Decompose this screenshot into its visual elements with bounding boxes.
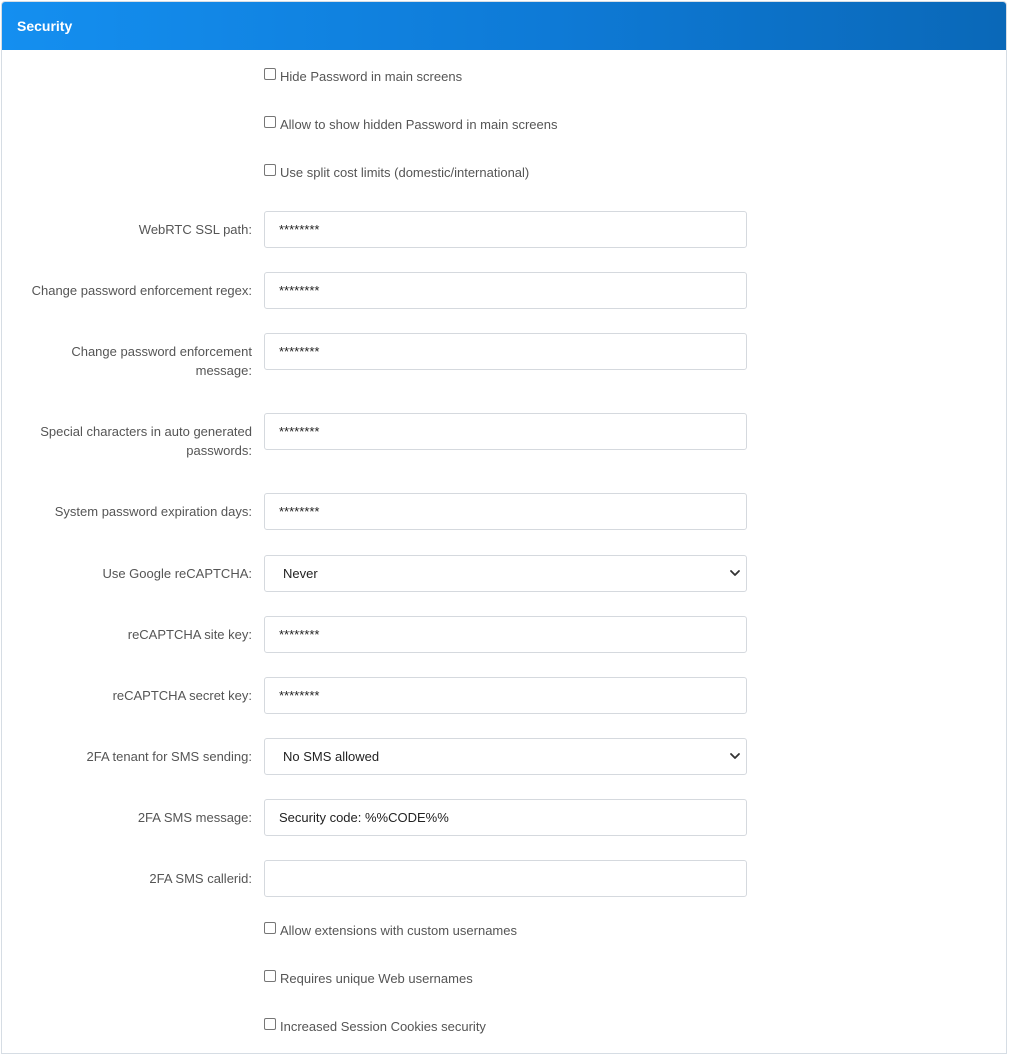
session-cookies-option[interactable] — [264, 1016, 486, 1036]
tfa-sms-callerid-input[interactable] — [264, 860, 747, 897]
chevron-down-icon — [729, 750, 741, 762]
special-chars-label — [12, 422, 252, 460]
recaptcha-use-value: Never — [283, 566, 318, 581]
session-cookies-checkbox[interactable] — [264, 1018, 276, 1030]
security-panel — [1, 1, 1007, 1054]
special-chars-label-line2: passwords: — [186, 443, 252, 458]
unique-web-usernames-checkbox[interactable] — [264, 970, 276, 982]
tfa-sms-message-input[interactable]: Security code: %%CODE%% — [264, 799, 747, 836]
unique-web-usernames-label: Requires unique Web usernames — [280, 970, 473, 986]
tfa-tenant-select[interactable] — [264, 738, 747, 775]
recaptcha-use-select[interactable] — [264, 555, 747, 592]
unique-web-usernames-option[interactable] — [264, 968, 473, 988]
pw-message-label-line1: Change password enforcement — [71, 344, 252, 359]
webrtc-ssl-path-label: WebRTC SSL path: — [138, 222, 252, 237]
pw-expiration-label: System password expiration days: — [54, 504, 252, 519]
panel-title: Security — [2, 2, 1006, 50]
split-cost-limits-label: Use split cost limits (domestic/international) — [280, 164, 530, 180]
hide-password-option[interactable] — [264, 66, 462, 86]
pw-message-label — [12, 342, 252, 380]
recaptcha-secret-key-input[interactable]: ******** — [264, 677, 747, 714]
pw-regex-input[interactable]: ******** — [264, 272, 747, 309]
tfa-tenant-value: No SMS allowed — [283, 749, 380, 764]
special-chars-input[interactable]: ******** — [264, 413, 747, 450]
tfa-sms-callerid-label: 2FA SMS callerid: — [149, 871, 252, 886]
allow-show-password-checkbox[interactable] — [264, 116, 276, 128]
webrtc-ssl-path-input[interactable]: ******** — [264, 211, 747, 248]
tfa-sms-message-label: 2FA SMS message: — [137, 810, 252, 825]
recaptcha-site-key-input[interactable]: ******** — [264, 616, 747, 653]
pw-message-input[interactable]: ******** — [264, 333, 747, 370]
session-cookies-label: Increased Session Cookies security — [280, 1018, 486, 1034]
recaptcha-site-key-label: reCAPTCHA site key: — [127, 627, 252, 642]
split-cost-limits-option[interactable] — [264, 162, 529, 182]
allow-show-password-label: Allow to show hidden Password in main screens — [280, 116, 558, 132]
tfa-tenant-label: 2FA tenant for SMS sending: — [86, 749, 252, 764]
recaptcha-use-label: Use Google reCAPTCHA: — [102, 566, 252, 581]
custom-usernames-option[interactable] — [264, 920, 517, 940]
recaptcha-secret-key-label: reCAPTCHA secret key: — [112, 688, 252, 703]
split-cost-limits-checkbox[interactable] — [264, 164, 276, 176]
custom-usernames-checkbox[interactable] — [264, 922, 276, 934]
pw-regex-label: Change password enforcement regex: — [31, 283, 252, 298]
hide-password-label: Hide Password in main screens — [280, 68, 463, 84]
allow-show-password-option[interactable] — [264, 114, 557, 134]
pw-expiration-input[interactable]: ******** — [264, 493, 747, 530]
special-chars-label-line1: Special characters in auto generated — [40, 424, 252, 439]
custom-usernames-label: Allow extensions with custom usernames — [280, 922, 517, 938]
pw-message-label-line2: message: — [195, 363, 252, 378]
hide-password-checkbox[interactable] — [264, 68, 276, 80]
chevron-down-icon — [729, 567, 741, 579]
